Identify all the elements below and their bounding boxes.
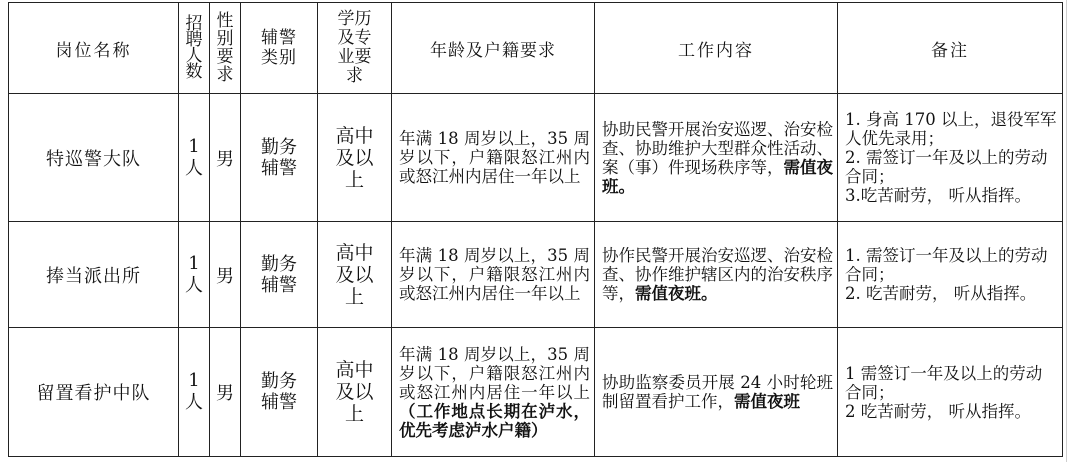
header-gender: 性 别 要 求 (210, 3, 241, 94)
gender-cell: 男 (210, 94, 241, 222)
education-cell: 高中 及以 上 (318, 94, 392, 222)
table-row (9, 94, 1063, 222)
duties-cell: 协作民警开展治安巡逻、治安检查、协作维护辖区内的治安秩序等，需值夜班。 (595, 222, 838, 328)
duties-cell: 协助民警开展治安巡逻、治安检查、协助维护大型群众性活动、案（事）件现场秩序等，需值夜班。 (595, 94, 838, 222)
position-cell: 特巡警大队 (9, 94, 179, 222)
gender-cell: 男 (210, 222, 241, 328)
duties-cell: 协助监察委员开展 24 小时轮班制留置看护工作，需值夜班 (595, 328, 838, 457)
header-duties: 工作内容 (595, 3, 838, 94)
header-row (9, 3, 1063, 94)
header-education: 学历 及专 业要 求 (318, 3, 392, 94)
aux-type-cell: 勤务 辅警 (241, 94, 318, 222)
education-cell: 高中 及以 上 (318, 222, 392, 328)
age-residence-cell: 年满 18 周岁以上，35 周岁以下，户籍限怒江州内或怒江州内居住一年以上 (392, 222, 595, 328)
position-cell: 留置看护中队 (9, 328, 179, 457)
notes-cell: 1. 需签订一年及以上的劳动合同； 2. 吃苦耐劳， 听从指挥。 (838, 222, 1063, 328)
aux-type-cell: 勤务 辅警 (241, 328, 318, 457)
position-cell: 捧当派出所 (9, 222, 179, 328)
education-cell: 高中 及以 上 (318, 328, 392, 457)
header-aux-type: 辅警 类别 (241, 3, 318, 94)
notes-cell: 1 需签订一年及以上的劳动合同； 2 吃苦耐劳， 听从指挥。 (838, 328, 1063, 457)
header-age-residence: 年龄及户籍要求 (392, 3, 595, 94)
age-residence-cell: 年满 18 周岁以上，35 周岁以下，户籍限怒江州内或怒江州内居住一年以上（工作地点长期在泸水，优先考虑泸水户籍） (392, 328, 595, 457)
count-cell: 1 人 (179, 222, 210, 328)
header-notes: 备注 (838, 3, 1063, 94)
count-cell: 1 人 (179, 94, 210, 222)
age-residence-cell: 年满 18 周岁以上，35 周岁以下，户籍限怒江州内或怒江州内居住一年以上 (392, 94, 595, 222)
gender-cell: 男 (210, 328, 241, 457)
header-count: 招 聘 人 数 (179, 3, 210, 94)
header-position: 岗位名称 (9, 3, 179, 94)
notes-cell: 1. 身高 170 以上，退役军军人优先录用； 2. 需签订一年及以上的劳动合同； 3.吃苦耐劳， 听从指挥。 (838, 94, 1063, 222)
recruitment-table (8, 2, 1063, 457)
table-row (9, 222, 1063, 328)
count-cell: 1 人 (179, 328, 210, 457)
table-row (9, 328, 1063, 457)
page-edge-line (1066, 0, 1067, 462)
aux-type-cell: 勤务 辅警 (241, 222, 318, 328)
